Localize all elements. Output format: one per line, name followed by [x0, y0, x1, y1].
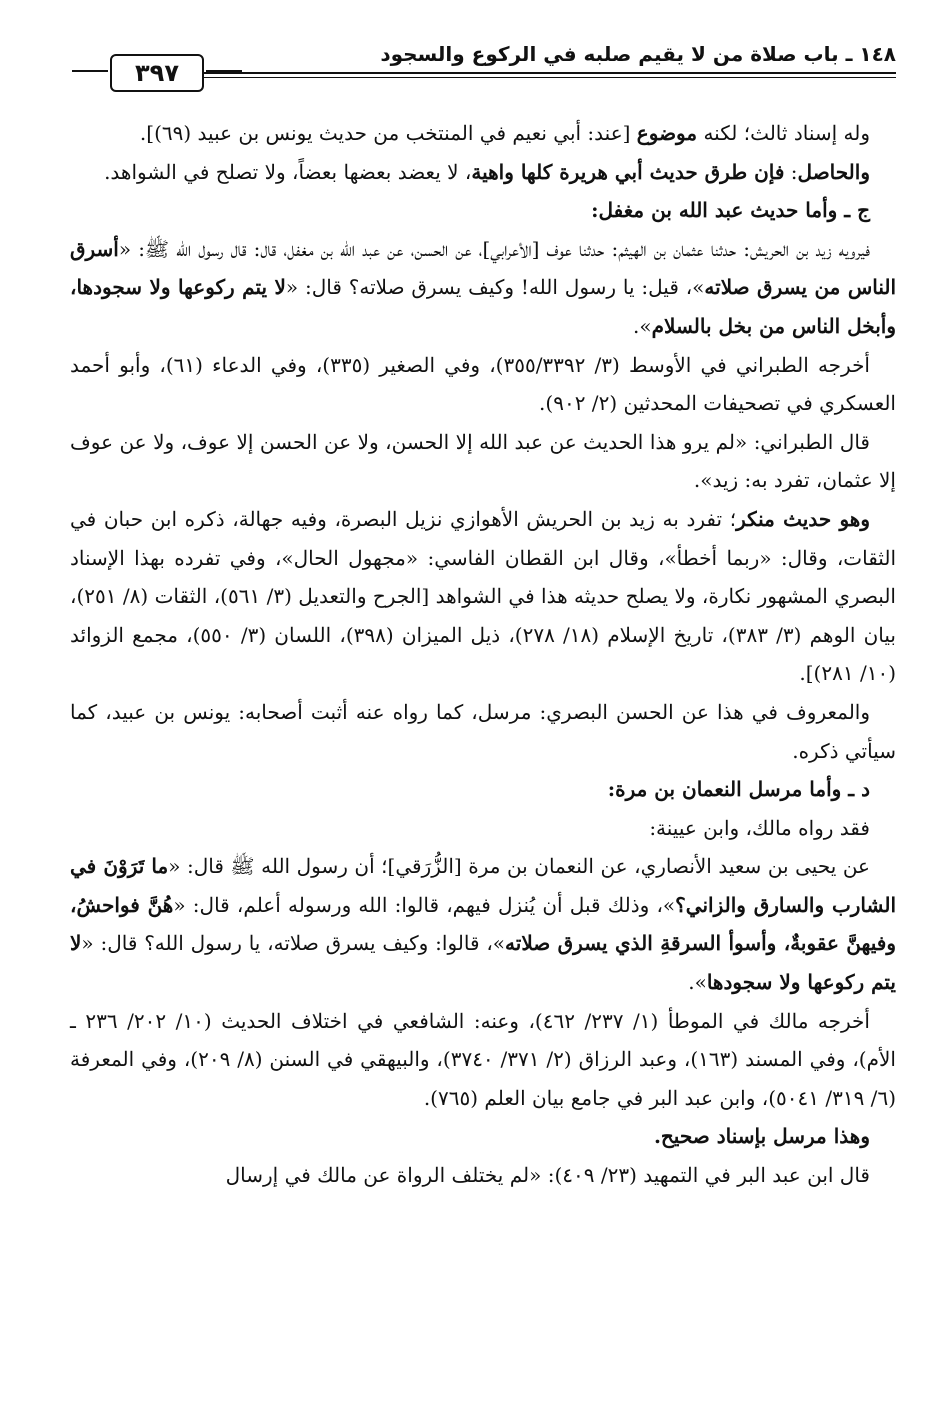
paragraph	[70, 423, 896, 500]
bold-text: موضوع	[636, 121, 698, 145]
bold-text: فإن طرق حديث أبي هريرة كلها واهية	[471, 159, 785, 184]
paragraph	[70, 809, 896, 848]
bold-text: لا يتم ركوعها ولا سجودها	[70, 931, 896, 995]
page-header	[70, 38, 896, 102]
text-run: [عند: أبي نعيم في المنتخب من حديث يونس بن عبيد (٦٩)].	[139, 121, 637, 145]
paragraph	[70, 1156, 896, 1195]
paragraph	[70, 114, 896, 153]
bold-text: د ـ وأما مرسل النعمان بن مرة:	[607, 777, 870, 802]
bold-text: لا يتم ركوعها ولا سجودها، وأبخل الناس من بخل بالسلام	[70, 275, 896, 338]
text-run: أخرجه مالك في الموطأ (١/ ٢٣٧/ ٤٦٢)، وعنه: الشافعي في اختلاف الحديث (١٠/ ٢٠٢/ ٢٣٦ ـ الأم)، وفي المسند (١٦٣)، وعبد الرزاق (٢/ ٣٧١/ ٣٧٤٠)، والبيهقي في السنن (٨/ ٢٠٩)، وفي المعرفة (٦/ ٣١٩/ ٥٠٤١)، وابن عبد البر في جامع بيان العلم (٧٦٥).	[70, 1008, 896, 1110]
text-run: قال ابن عبد البر في التمهيد (٢٣/ ٤٠٩): «لم يختلف الرواة عن مالك في إرسال	[225, 1163, 870, 1188]
paragraph	[70, 1002, 896, 1118]
section-heading	[70, 770, 896, 809]
header-rule	[190, 72, 896, 74]
page-body	[70, 114, 896, 1195]
text-run: وله إسناد ثالث؛ لكنه	[697, 121, 870, 145]
bold-text: وهو حديث منكر	[736, 506, 870, 531]
paragraph	[70, 1117, 896, 1156]
text-run: قال الطبراني: «لم يرو هذا الحديث عن عبد الله إلا الحسن، ولا عن الحسن إلا عوف، ولا عن عوف إلا عثمان، تفرد به: زيد».	[70, 429, 896, 493]
bold-text: أسرق الناس من يسرق صلاته	[70, 236, 897, 300]
bold-text: ج ـ وأما حديث عبد الله بن مغفل:	[591, 198, 870, 223]
paragraph	[70, 693, 896, 770]
text-run: فقد رواه مالك، وابن عيينة:	[649, 815, 870, 840]
section-heading	[70, 191, 896, 230]
paragraph	[70, 500, 896, 693]
text-run: »، قيل: يا رسول الله! وكيف يسرق صلاته؟ قال: «	[285, 275, 705, 300]
page-number	[110, 54, 204, 92]
running-title: ١٤٨ ـ باب صلاة من لا يقيم صلبه في الركوع والسجود	[380, 42, 896, 66]
bold-text: وهذا مرسل بإسناد صحيح.	[653, 1124, 870, 1149]
text-run: :	[784, 159, 798, 184]
text-run: ».	[688, 970, 707, 995]
text-run: ، لا يعضد بعضها بعضاً، ولا تصلح في الشواهد.	[104, 159, 472, 184]
paragraph	[70, 230, 896, 346]
text-run: »، قالوا: وكيف يسرق صلاته، يا رسول الله؟ قال: «	[81, 931, 506, 956]
paragraph	[70, 847, 896, 1001]
text-run: ».	[633, 313, 652, 338]
text-run: ؛ تفرد به زيد بن الحريش الأهوازي نزيل البصرة، وفيه جهالة، ذكره ابن حبان في الثقات، وقال: «ربما أخطأ»، وقال ابن القطان الفاسي: «مجهول الحال»، وفي تفرده بهذا الإسناد البصري المشهور نكارة، ولا يصلح حديثه هذا في الشواهد [الجرح والتعديل (٣/ ٥٦١)، الثقات (٨/ ٢٥١)، بيان الوهم (٣/ ٣٨٣)، تاريخ الإسلام (١٨/ ٢٧٨)، ذيل الميزان (٣٩٨)، اللسان (٣/ ٥٥٠)، مجمع الزوائد (١٠/ ٢٨١)].	[70, 506, 896, 686]
text-run: عن يحيى بن سعيد الأنصاري، عن النعمان بن مرة [الزُّرَقي]؛ أن رسول الله ﷺ قال: «	[168, 854, 870, 879]
paragraph	[70, 346, 896, 423]
page-number-text: ٣٩٧	[135, 59, 179, 87]
bold-text: والحاصل	[797, 159, 870, 184]
bold-text: ما تَرَوْنَ في الشارب والسارق والزاني؟	[70, 854, 897, 917]
text-run: »، وذلك قبل أن يُنزل فيهم، قالوا: الله ورسوله أعلم، قال: «	[173, 892, 676, 917]
book-page	[70, 38, 896, 1378]
text-run: أخرجه الطبراني في الأوسط (٣/ ٣٥٥/٣٣٩٢)، وفي الصغير (٣٣٥)، وفي الدعاء (٦١)، وأبو أحمد العسكري في تصحيفات المحدثين (٢/ ٩٠٢).	[70, 352, 896, 416]
text-run: والمعروف في هذا عن الحسن البصري: مرسل، كما رواه عنه أثبت أصحابه: يونس بن عبيد، كما سيأتي ذكره.	[70, 699, 896, 763]
bold-text: هُنَّ فواحشُ، وفيهنَّ عقوبةٌ، وأسوأ السرقةِ الذي يسرق صلاته	[70, 892, 896, 956]
paragraph	[70, 153, 896, 192]
text-run: فيرويه زيد بن الحريش: حدثنا عثمان بن الهيثم: حدثنا عوف [الأعرابي]، عن الحسن، عن عبد الله بن مغفل، قال: قال رسول الله ﷺ: «	[118, 236, 870, 261]
